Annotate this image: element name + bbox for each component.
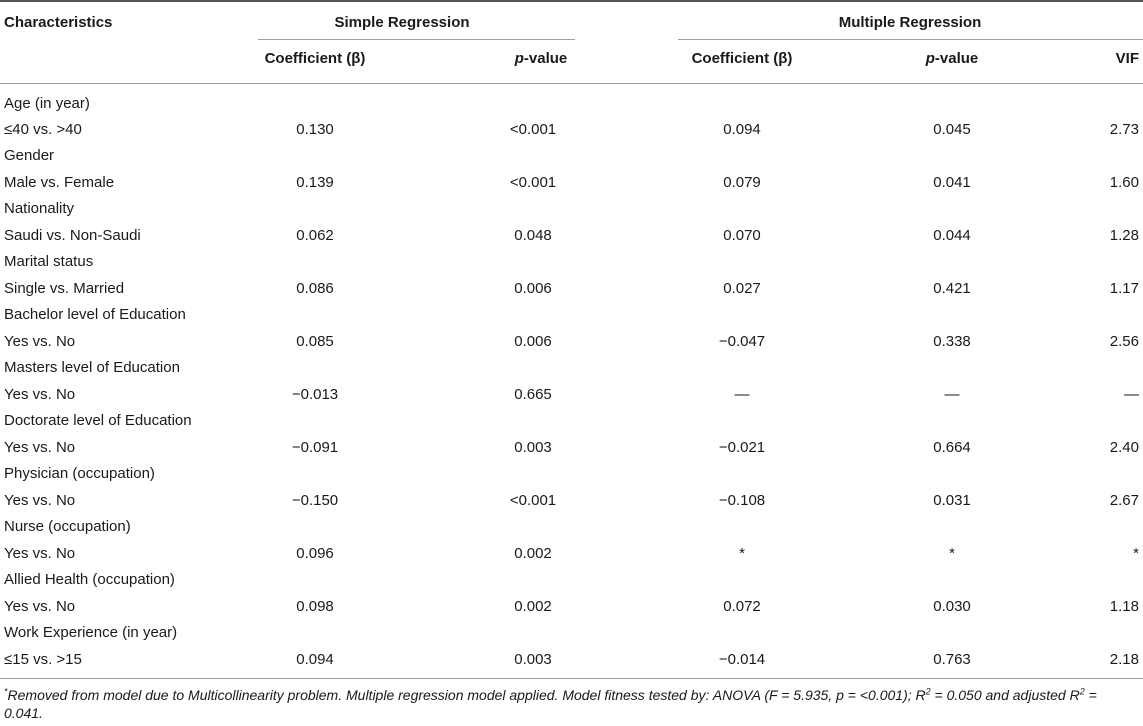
header-simple-p-value: p-value xyxy=(514,50,568,67)
row-label: Yes vs. No xyxy=(4,386,76,403)
header-simple-regression: Simple Regression xyxy=(334,14,470,31)
multiple-p-value: 0.763 xyxy=(933,651,971,668)
simple-p-value: 0.006 xyxy=(514,280,552,297)
vif-value: 1.60 xyxy=(1109,174,1139,191)
row-label: Yes vs. No xyxy=(4,598,76,615)
category-label: Nurse (occupation) xyxy=(4,518,131,535)
simple-p-value: 0.003 xyxy=(514,439,552,456)
simple-p-value: 0.003 xyxy=(514,651,552,668)
simple-coefficient-value: −0.150 xyxy=(291,492,339,509)
category-label: Bachelor level of Education xyxy=(4,306,186,323)
multiple-coefficient-value: −0.014 xyxy=(718,651,766,668)
row-label: ≤40 vs. >40 xyxy=(4,121,82,138)
category-label: Allied Health (occupation) xyxy=(4,571,175,588)
simple-coefficient-value: −0.091 xyxy=(291,439,339,456)
simple-p-value: 0.048 xyxy=(514,227,552,244)
category-label: Gender xyxy=(4,147,55,164)
table-footnote: *Removed from model due to Multicollinearity problem. Multiple regression model applied. Model fitness tested by: ANOVA (F = 5.935, p = <0.001); $R^2 = 0.050$ and adjusted $R^2 = 0.041$. xyxy=(4,686,1097,721)
row-label: ≤15 vs. >15 xyxy=(4,651,82,668)
vif-value: 1.18 xyxy=(1109,598,1139,615)
multiple-coefficient-value: 0.079 xyxy=(723,174,761,191)
category-label: Doctorate level of Education xyxy=(4,412,192,429)
multiple-coefficient-value: −0.021 xyxy=(718,439,766,456)
table-bottom-rule xyxy=(0,678,1143,679)
multiple-p-value: 0.338 xyxy=(933,333,971,350)
multiple-p-value: 0.041 xyxy=(933,174,971,191)
multiple-coefficient-value: — xyxy=(734,386,750,403)
header-simple-coefficient: Coefficient (β) xyxy=(264,50,366,67)
simple-p-value: 0.665 xyxy=(514,386,552,403)
simple-coefficient-value: 0.094 xyxy=(296,651,334,668)
multiple-coefficient-value: −0.047 xyxy=(718,333,766,350)
simple-p-value: <0.001 xyxy=(509,121,557,138)
vif-value: 2.40 xyxy=(1109,439,1139,456)
multiple-coefficient-value: 0.094 xyxy=(723,121,761,138)
vif-value: * xyxy=(1133,545,1139,562)
vif-value: 1.17 xyxy=(1109,280,1139,297)
simple-coefficient-value: −0.013 xyxy=(291,386,339,403)
vif-value: 2.56 xyxy=(1109,333,1139,350)
simple-coefficient-value: 0.085 xyxy=(296,333,334,350)
header-bottom-rule xyxy=(0,83,1143,84)
multiple-coefficient-value: 0.070 xyxy=(723,227,761,244)
category-label: Marital status xyxy=(4,253,94,270)
vif-value: — xyxy=(1124,386,1139,403)
multiple-p-value: 0.044 xyxy=(933,227,971,244)
vif-value: 2.18 xyxy=(1109,651,1139,668)
multiple-coefficient-value: −0.108 xyxy=(718,492,766,509)
simple-p-value: 0.002 xyxy=(514,545,552,562)
category-label: Masters level of Education xyxy=(4,359,180,376)
table-top-rule xyxy=(0,0,1143,2)
simple-p-value: 0.002 xyxy=(514,598,552,615)
header-multiple-coefficient: Coefficient (β) xyxy=(691,50,793,67)
multiple-coefficient-value: * xyxy=(739,545,745,562)
header-multiple-p-value: p-value xyxy=(925,50,979,67)
category-label: Nationality xyxy=(4,200,75,217)
multiple-p-value: — xyxy=(944,386,960,403)
simple-p-value: 0.006 xyxy=(514,333,552,350)
multiple-p-value: 0.664 xyxy=(933,439,971,456)
header-vif: VIF xyxy=(1115,50,1139,67)
multiple-coefficient-value: 0.027 xyxy=(723,280,761,297)
vif-value: 2.73 xyxy=(1109,121,1139,138)
row-label: Male vs. Female xyxy=(4,174,115,191)
simple-regression-underline xyxy=(258,39,575,40)
multiple-p-value: 0.045 xyxy=(933,121,971,138)
category-label: Physician (occupation) xyxy=(4,465,155,482)
simple-coefficient-value: 0.098 xyxy=(296,598,334,615)
multiple-p-value: * xyxy=(949,545,955,562)
vif-value: 1.28 xyxy=(1109,227,1139,244)
simple-p-value: <0.001 xyxy=(509,174,557,191)
row-label: Yes vs. No xyxy=(4,492,76,509)
simple-coefficient-value: 0.086 xyxy=(296,280,334,297)
row-label: Single vs. Married xyxy=(4,280,125,297)
row-label: Saudi vs. Non-Saudi xyxy=(4,227,141,244)
simple-coefficient-value: 0.062 xyxy=(296,227,334,244)
multiple-p-value: 0.421 xyxy=(933,280,971,297)
simple-p-value: <0.001 xyxy=(509,492,557,509)
category-label: Work Experience (in year) xyxy=(4,624,178,641)
simple-coefficient-value: 0.096 xyxy=(296,545,334,562)
row-label: Yes vs. No xyxy=(4,333,76,350)
multiple-regression-underline xyxy=(678,39,1143,40)
header-characteristics: Characteristics xyxy=(4,14,113,31)
category-label: Age (in year) xyxy=(4,95,90,112)
header-multiple-regression: Multiple Regression xyxy=(838,14,982,31)
row-label: Yes vs. No xyxy=(4,439,76,456)
multiple-p-value: 0.030 xyxy=(933,598,971,615)
simple-coefficient-value: 0.130 xyxy=(296,121,334,138)
simple-coefficient-value: 0.139 xyxy=(296,174,334,191)
vif-value: 2.67 xyxy=(1109,492,1139,509)
row-label: Yes vs. No xyxy=(4,545,76,562)
footnote-marker: * xyxy=(4,686,8,697)
multiple-p-value: 0.031 xyxy=(933,492,971,509)
multiple-coefficient-value: 0.072 xyxy=(723,598,761,615)
